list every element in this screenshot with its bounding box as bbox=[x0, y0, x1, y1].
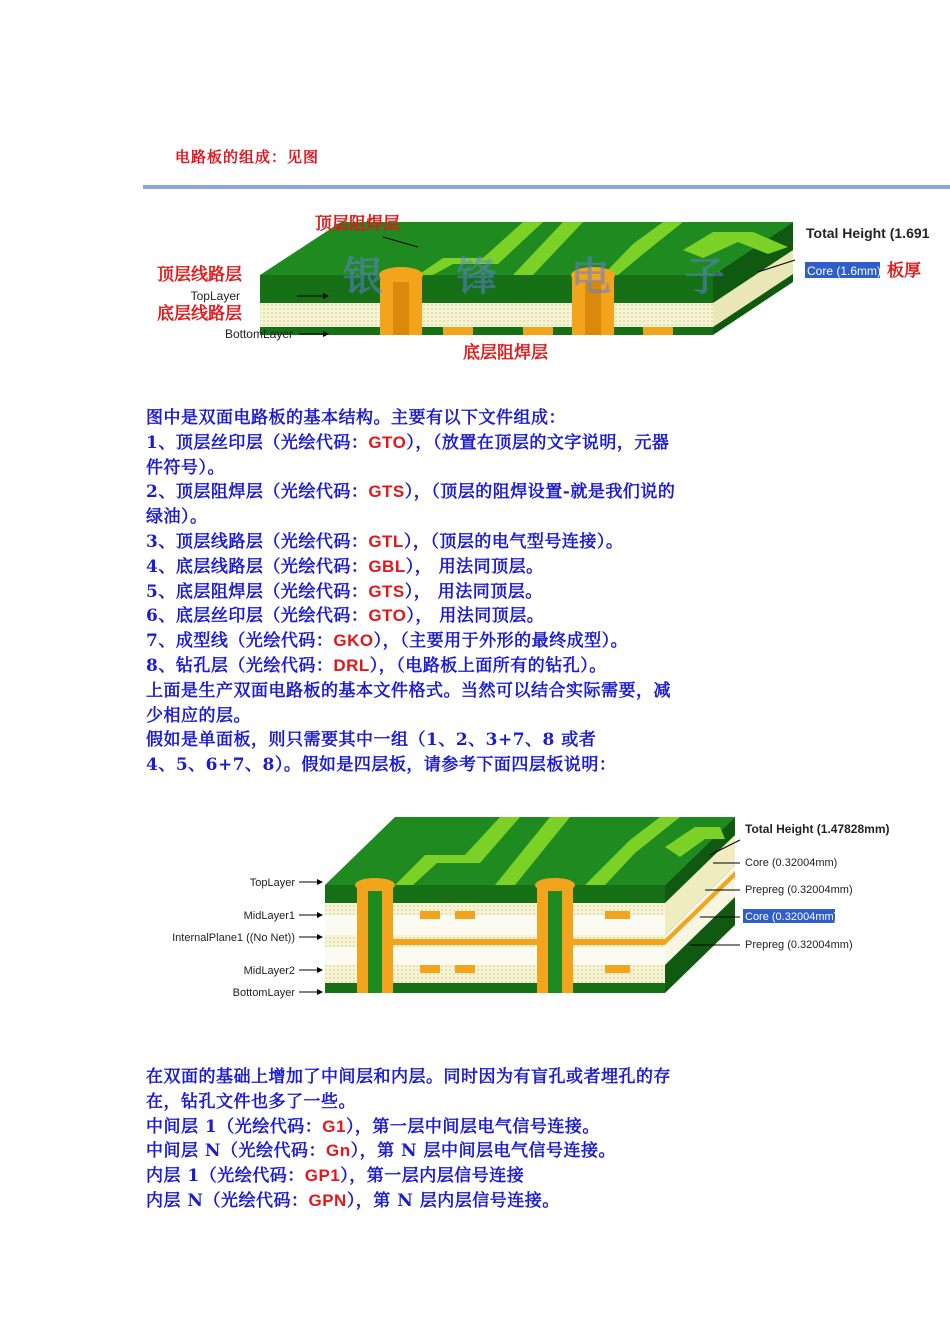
mid-copper bbox=[420, 911, 440, 919]
board-thickness-label: 板厚 bbox=[887, 261, 921, 281]
gerber-code: G1 bbox=[322, 1116, 346, 1136]
multilayer-intro: 在，钻孔文件也多了一些。 bbox=[146, 1091, 356, 1112]
mid-copper bbox=[420, 965, 440, 973]
single-sided-line: 假如是单面板，则只需要其中一组（1、2、3+7、8 或者 bbox=[146, 730, 597, 751]
mid-layer-n-item: 中间层 N（光绘代码：Gn），第 N 层中间层电气信号连接。 bbox=[146, 1141, 616, 1162]
gerber-code: GBL bbox=[368, 556, 406, 576]
total-height-label: Total Height (1.691 bbox=[806, 225, 930, 241]
bottom-copper bbox=[443, 327, 473, 335]
gerber-code: GTL bbox=[368, 531, 404, 551]
gerber-code: Gn bbox=[325, 1141, 351, 1161]
double-sided-pcb-diagram bbox=[143, 192, 950, 367]
bottom-copper bbox=[523, 327, 553, 335]
divider-rule bbox=[143, 185, 950, 189]
four-layer-line: 4、5、6+7、8）。假如是四层板，请参考下面四层板说明： bbox=[146, 755, 617, 776]
intro-line: 图中是双面电路板的基本结构。主要有以下文件组成： bbox=[146, 408, 566, 428]
multilayer-intro: 在双面的基础上增加了中间层和内层。同时因为有盲孔或者埋孔的存 bbox=[146, 1067, 671, 1087]
layer-label: TopLayer bbox=[249, 877, 295, 889]
label-toplayer: TopLayer bbox=[190, 289, 240, 303]
layer-thickness-label: Prepreg (0.32004mm) bbox=[745, 884, 853, 896]
mid-copper bbox=[455, 911, 475, 919]
layer-item-2: 2、顶层阻焊层（光绘代码：GTS），（顶层的阻焊设置-就是我们说的 绿油）。 bbox=[146, 482, 676, 528]
layer-item-7: 7、成型线（光绘代码：GKO），（主要用于外形的最终成型）。 bbox=[146, 631, 629, 652]
page-heading: 电路板的组成：见图 bbox=[175, 148, 320, 166]
gerber-code: GTS bbox=[368, 581, 405, 601]
section1-text bbox=[146, 406, 826, 778]
layer-item-4: 4、底层线路层（光绘代码：GBL）， 用法同顶层。 bbox=[146, 556, 544, 577]
layer-label: InternalPlane1 ((No Net)) bbox=[172, 932, 295, 944]
total-height-label: Total Height (1.47828mm) bbox=[745, 822, 890, 836]
gerber-code: GPN bbox=[308, 1190, 347, 1210]
board-front-core bbox=[260, 303, 713, 327]
label-bottom-mask: 底层阻焊层 bbox=[463, 343, 548, 363]
layer-label: MidLayer2 bbox=[243, 965, 295, 977]
bottom-copper bbox=[643, 327, 673, 335]
summary-line: 上面是生产双面电路板的基本文件格式。当然可以结合实际需要，减 bbox=[146, 680, 671, 701]
mid-copper bbox=[605, 965, 630, 973]
four-layer-pcb-diagram bbox=[165, 805, 935, 1005]
layer-item-1: 1、顶层丝印层（光绘代码：GTO），（放置在顶层的文字说明，元器 件符号）。 bbox=[146, 432, 670, 478]
mid-layer-1-item: 中间层 1（光绘代码：G1），第一层中间层电气信号连接。 bbox=[146, 1116, 600, 1137]
gerber-code: GTO bbox=[368, 432, 407, 452]
layer-label: MidLayer1 bbox=[243, 910, 295, 922]
layer-thickness-label: Core (0.32004mm) bbox=[745, 911, 838, 923]
mid-copper bbox=[455, 965, 475, 973]
layer-item-6: 6、底层丝印层（光绘代码：GTO）， 用法同顶层。 bbox=[146, 606, 545, 627]
inner-layer-n-item: 内层 N（光绘代码：GPN），第 N 层内层信号连接。 bbox=[146, 1190, 560, 1211]
label-bottom-trace: 底层线路层 bbox=[157, 304, 242, 324]
mid-copper bbox=[605, 911, 630, 919]
layer-item-3: 3、顶层线路层（光绘代码：GTL），（顶层的电气型号连接）。 bbox=[146, 531, 624, 552]
watermark: 银 锋 电 子 bbox=[343, 254, 755, 300]
gerber-code: GTO bbox=[368, 606, 407, 626]
section2-text bbox=[146, 1065, 826, 1214]
internal-plane bbox=[390, 939, 665, 945]
layer-item-5: 5、底层阻焊层（光绘代码：GTS）， 用法同顶层。 bbox=[146, 581, 543, 602]
gerber-code: GTS bbox=[368, 482, 405, 502]
label-top-trace: 顶层线路层 bbox=[157, 265, 242, 285]
layer-thickness-label: Core (0.32004mm) bbox=[745, 857, 838, 869]
gerber-code: GP1 bbox=[304, 1166, 341, 1186]
label-top-mask: 顶层阻焊层 bbox=[315, 214, 400, 234]
gerber-code: GKO bbox=[333, 631, 374, 651]
layer-label: BottomLayer bbox=[232, 987, 295, 999]
layer-thickness-label: Prepreg (0.32004mm) bbox=[745, 939, 853, 951]
core-label: Core (1.6mm) bbox=[807, 264, 882, 278]
label-bottomlayer: BottomLayer bbox=[224, 327, 293, 341]
summary-line: 少相应的层。 bbox=[146, 705, 251, 726]
inner-layer-1-item: 内层 1（光绘代码：GP1），第一层内层信号连接 bbox=[146, 1166, 525, 1187]
layer-item-8: 8、钻孔层（光绘代码：DRL），（电路板上面所有的钻孔）。 bbox=[146, 655, 607, 676]
gerber-code: DRL bbox=[333, 655, 370, 675]
